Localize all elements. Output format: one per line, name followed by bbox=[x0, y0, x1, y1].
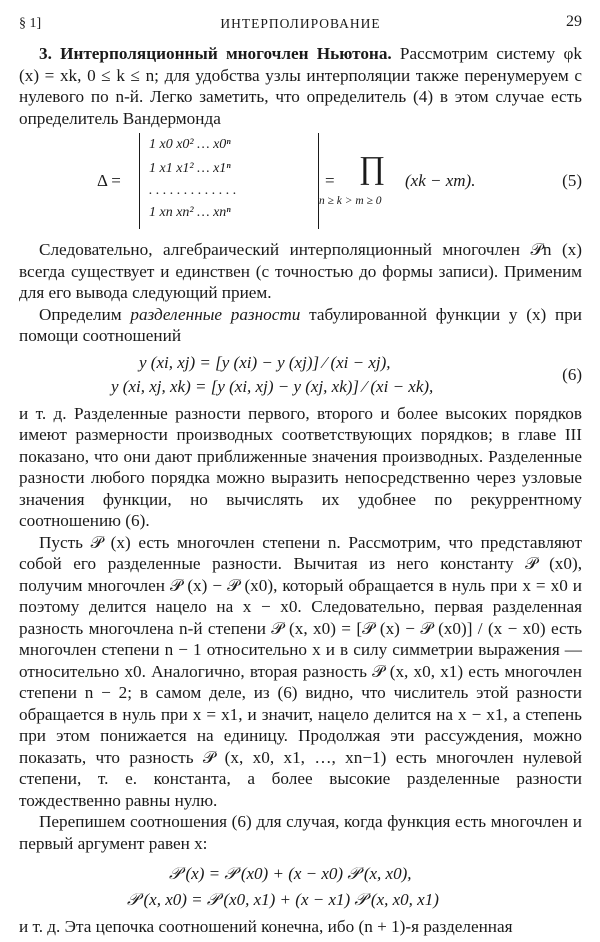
section-heading: 3. Интерполяционный многочлен Ньютона. bbox=[39, 44, 392, 63]
paragraph-last: и т. д. Эта цепочка соотношений конечна, ибо (n + 1)-я разделенная bbox=[19, 917, 513, 936]
term-divided-differences: разделенные разности bbox=[130, 304, 301, 324]
page-number: 29 bbox=[566, 13, 582, 30]
determinant-matrix bbox=[139, 133, 319, 229]
det-row-4: 1 xn xn² … xnⁿ bbox=[149, 205, 231, 220]
page-body bbox=[19, 43, 582, 938]
equation-number-6: (6) bbox=[562, 364, 582, 384]
paragraph-consequence: Следовательно, алгебраический интерполяционный многочлен 𝒫n (x) всегда существует и единствен (с точностью до формы записи). Применим для его вывода следующий прием. bbox=[19, 240, 582, 302]
eq7-line-1: 𝒫 (x) = 𝒫 (x0) + (x − x0) 𝒫 (x, x0), bbox=[169, 864, 412, 883]
paragraph-newton-intro bbox=[19, 43, 582, 129]
formula-divided-differences bbox=[19, 347, 582, 403]
det-right-bar bbox=[318, 133, 319, 229]
define-post: табулированной функции y (x) при помощи соотношений bbox=[19, 304, 582, 345]
eq6-line-2: y (xi, xj, xk) = [y (xi, xj) − y (xj, xk)] ⁄ (xi − xk), bbox=[111, 376, 434, 396]
paragraph-dimensions: и т. д. Разделенные разности первого, второго и более высоких порядков имеют размерности производных соответствующих порядков; в главе III показано, что они дают приближенные значения производных. Разделенные разности любого порядка можно выразить непосредственно через узловые значения функции, но вычислять их удобнее по рекуррентному соотношению (6). bbox=[19, 403, 582, 530]
section-mark: § 1] bbox=[19, 16, 42, 31]
running-header bbox=[19, 13, 582, 35]
eq7-line-2: 𝒫 (x, x0) = 𝒫 (x0, x1) + (x − x1) 𝒫 (x, x0, x1) bbox=[127, 890, 439, 909]
product-term: (xk − xm). bbox=[405, 171, 476, 190]
eq6-line-1: y (xi, xj) = [y (xi) − y (xj)] ⁄ (xi − xj), bbox=[139, 352, 391, 372]
formula-vandermonde bbox=[19, 129, 582, 239]
paragraph-rewrite: Перепишем соотношения (6) для случая, когда функция есть многочлен и первый аргумент равен x: bbox=[19, 812, 582, 853]
product-symbol: ∏ bbox=[359, 149, 386, 185]
det-row-1: 1 x0 x0² … x0ⁿ bbox=[149, 137, 231, 152]
product-subscript: n ≥ k > m ≥ 0 bbox=[319, 195, 382, 207]
formula-newton-chain bbox=[19, 854, 582, 916]
paragraph-polynomial: Пусть 𝒫 (x) есть многочлен степени n. Рассмотрим, что представляют собой его разделенные разности. Вычитая из него константу 𝒫 (x0), получим многочлен 𝒫 (x) − 𝒫 (x0), который обращается в нуль при x = x0 и поэтому делится нацело на x − x0. Следовательно, первая разделенная разность многочлена n-й степени 𝒫 (x, x0) = [𝒫 (x) − 𝒫 (x0)] / (x − x0) есть многочлен степени n − 1 относительно x и в силу симметрии выражения — относительно x0. Аналогично, вторая разность 𝒫 (x, x0, x1) есть многочлен степени n − 2; в самом деле, из (6) видно, что числитель этой разности обращается в нуль при x = x1, и значит, нацело делится на x − x1, а степень при этом понижается на единицу. Продолжая эти рассуждения, можно показать, что разность 𝒫 (x, x0, x1, …, xn−1) есть многочлен нулевой степени, т. е. константа, а более высокие разделенные разности тождественно равны нулю. bbox=[19, 532, 582, 810]
intro-text: Рассмотрим систему φk (x) = xk, 0 ≤ k ≤ n; для удобства узлы интерполяции также перенумеруем с нулевого по n-й. Легко заметить, что определитель (4) в этом случае есть определитель Вандермонда bbox=[19, 44, 582, 128]
define-pre: Определим bbox=[39, 304, 131, 324]
det-left-bar bbox=[139, 133, 140, 229]
paragraph-define bbox=[19, 304, 582, 347]
chapter-title: ИНТЕРПОЛИРОВАНИЕ bbox=[220, 16, 381, 31]
equation-number-5: (5) bbox=[562, 171, 582, 190]
det-row-2: 1 x1 x1² … x1ⁿ bbox=[149, 161, 231, 176]
delta-lhs: Δ = bbox=[97, 171, 121, 190]
det-row-3: . . . . . . . . . . . . . bbox=[149, 183, 237, 198]
eq5-equals: = bbox=[325, 171, 335, 190]
